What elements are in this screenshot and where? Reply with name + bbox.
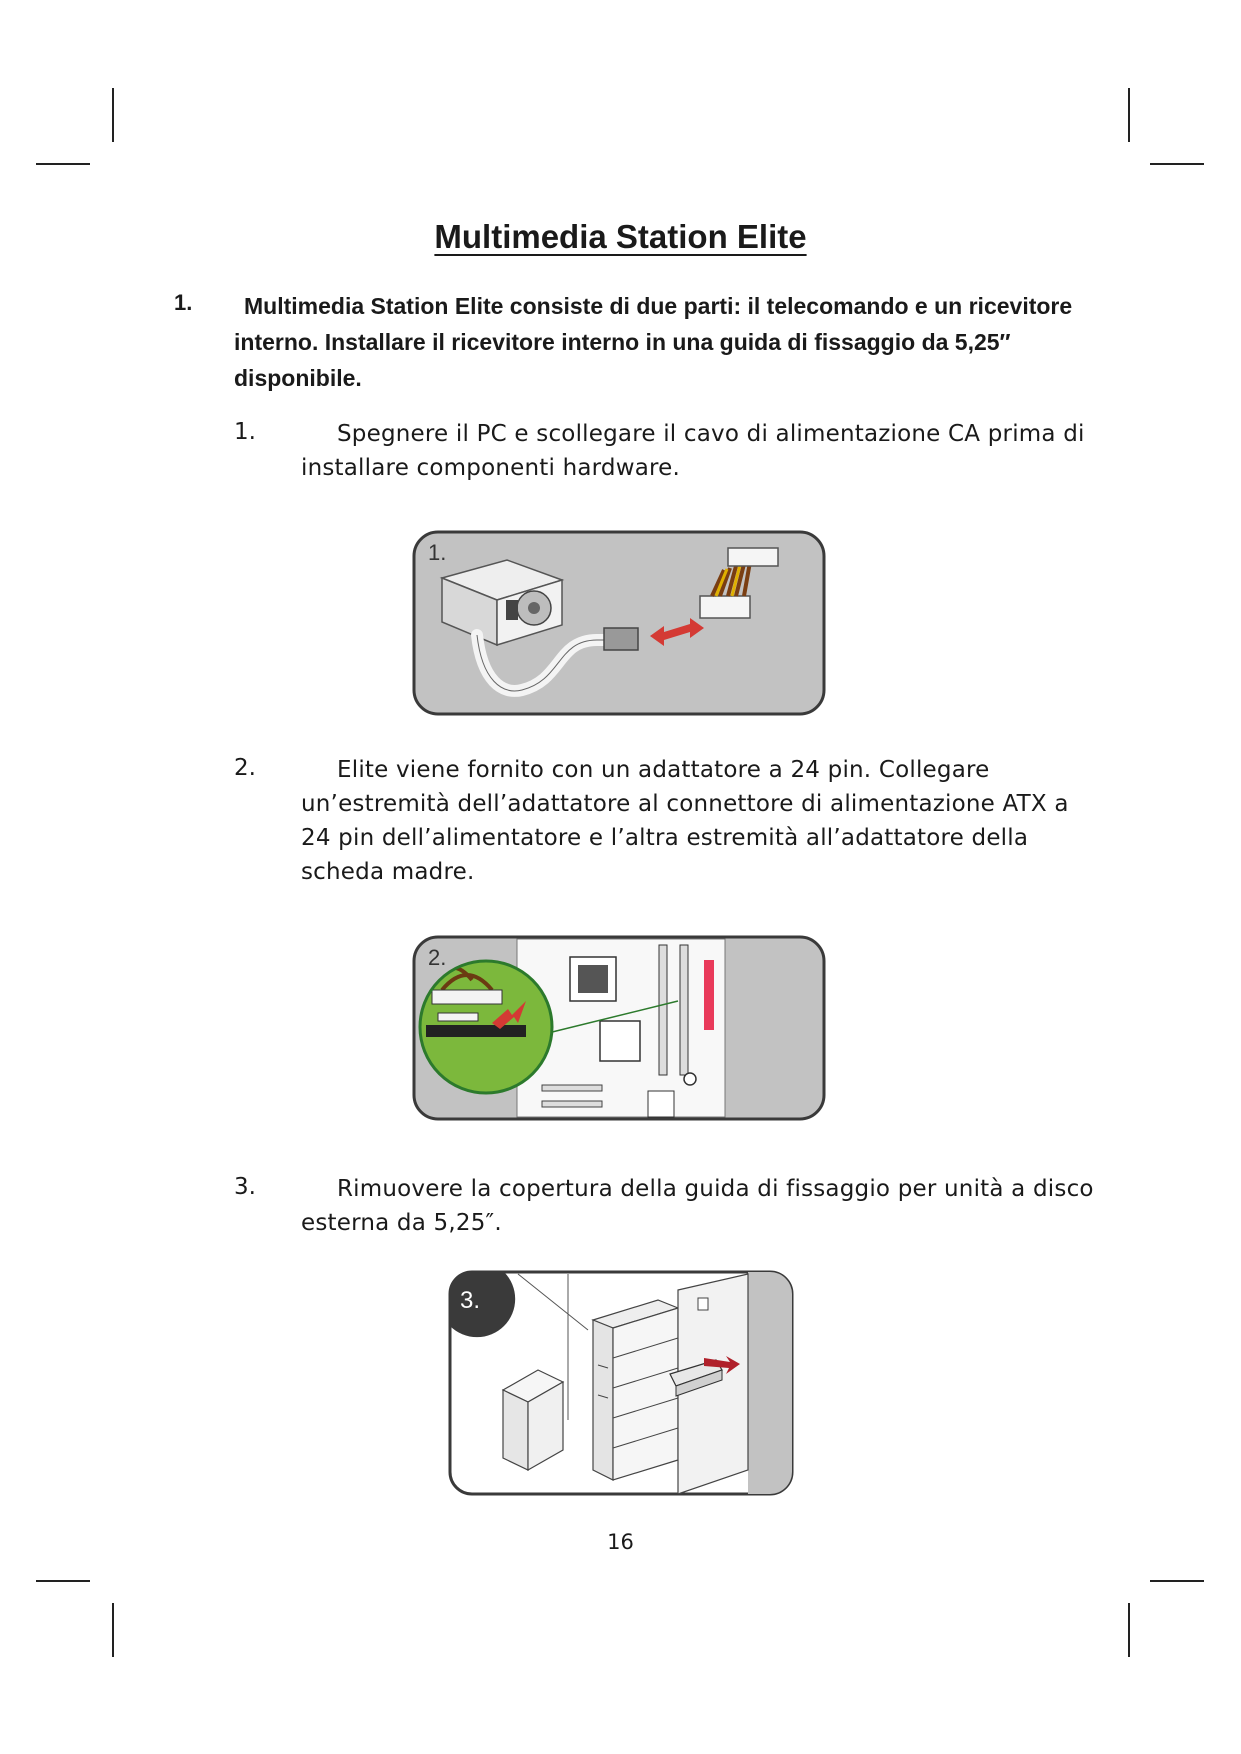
step-2-text: Elite viene fornito con un adattatore a 24 pin. Collegare un’estremità dell’adattatore al connettore di alimentazione ATX a 24 pin dell’alimentatore e l’altra estremità all’adattatore della scheda madre. bbox=[301, 757, 1069, 885]
page-title-text: Multimedia Station Elite bbox=[434, 218, 807, 255]
step-1-number: 1. bbox=[234, 419, 256, 445]
crop-mark-top-left-v bbox=[112, 88, 114, 142]
page-number: 16 bbox=[607, 1530, 634, 1554]
step-2-number: 2. bbox=[234, 755, 256, 781]
figure-2-motherboard bbox=[412, 935, 826, 1121]
crop-mark-top-left-h bbox=[36, 163, 90, 165]
step-1-text: Spegnere il PC e scollegare il cavo di alimentazione CA prima di installare componenti hardware. bbox=[301, 421, 1085, 481]
crop-mark-bottom-right-v bbox=[1128, 1603, 1130, 1657]
page-title bbox=[0, 218, 1241, 256]
figure-1-label: 1. bbox=[428, 540, 447, 565]
section-intro: Multimedia Station Elite consiste di due parti: il telecomando e un ricevitore interno. Installare il ricevitore interno in una guida di fissaggio da 5,25″ disponibile. bbox=[234, 293, 1073, 391]
crop-mark-bottom-left-v bbox=[112, 1603, 114, 1657]
crop-mark-top-right-v bbox=[1128, 88, 1130, 142]
crop-mark-bottom-right-h bbox=[1150, 1580, 1204, 1582]
section-number: 1. bbox=[174, 290, 193, 315]
crop-mark-top-right-h bbox=[1150, 163, 1204, 165]
step-3-number: 3. bbox=[234, 1174, 256, 1200]
step-3-text: Rimuovere la copertura della guida di fissaggio per unità a disco esterna da 5,25″. bbox=[301, 1176, 1094, 1236]
figure-3-label: 3. bbox=[460, 1287, 481, 1314]
crop-mark-bottom-left-h bbox=[36, 1580, 90, 1582]
figure-1-power-supply bbox=[412, 530, 826, 716]
figure-2-label: 2. bbox=[428, 945, 447, 970]
atx-connector bbox=[704, 960, 714, 1030]
figure-3-drive-bay bbox=[448, 1270, 794, 1496]
